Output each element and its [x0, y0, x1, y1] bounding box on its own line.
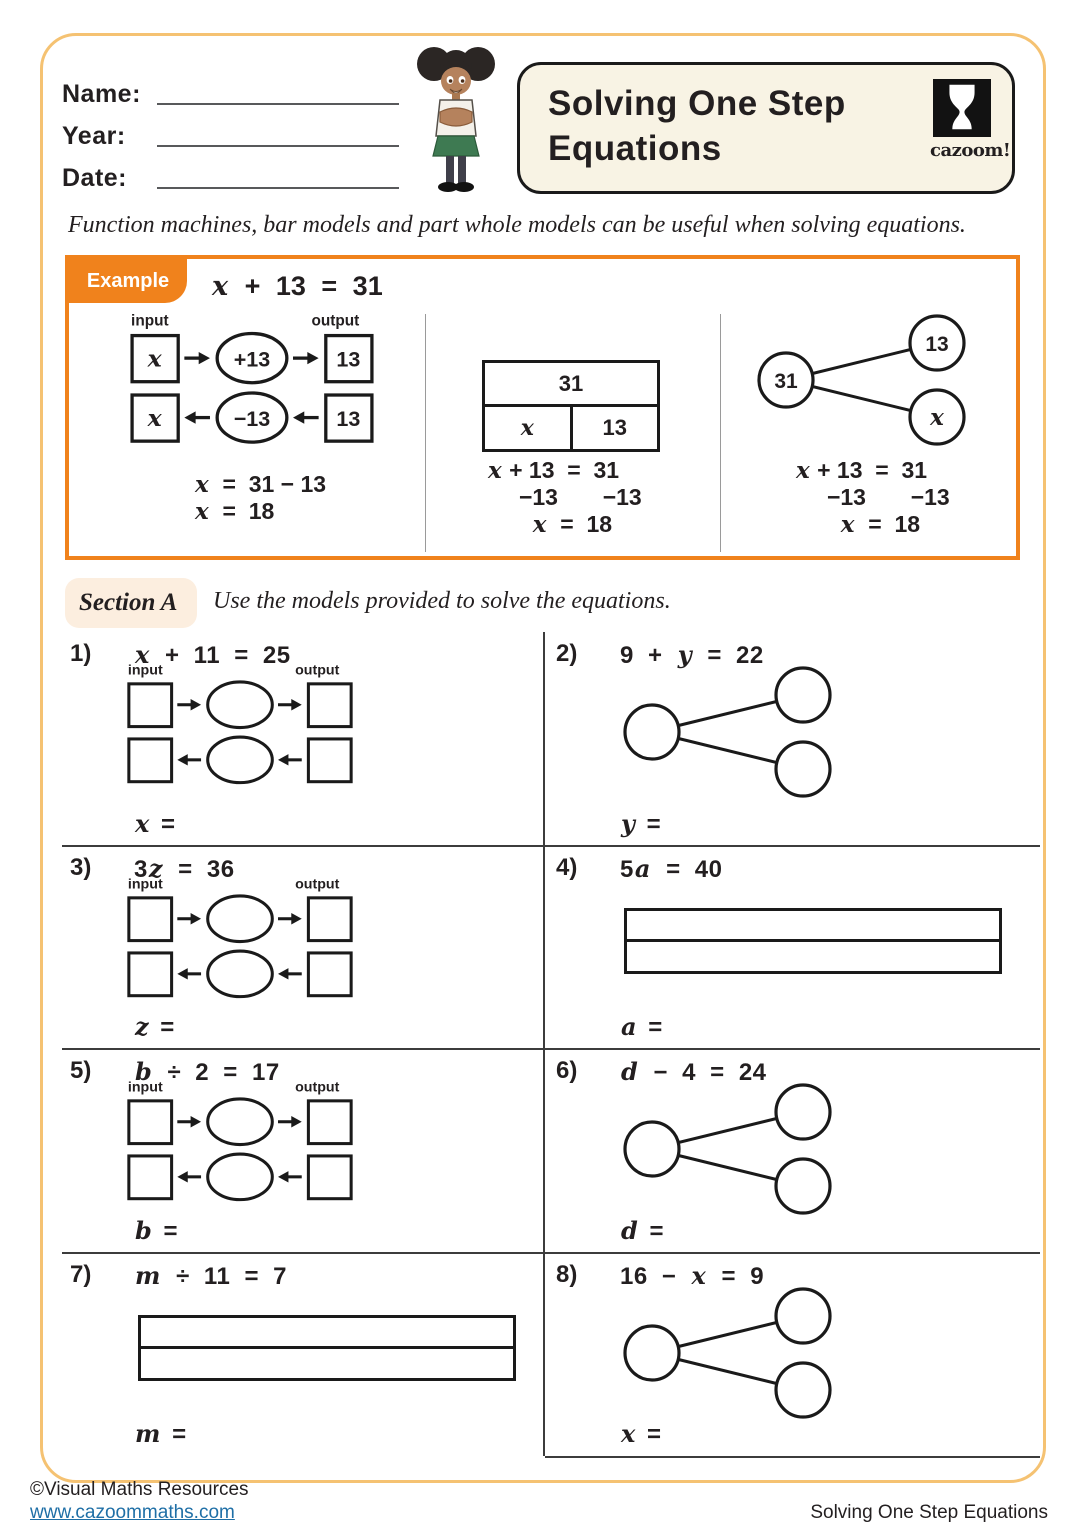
question-number: 2) — [556, 640, 578, 667]
question-number: 5) — [70, 1057, 92, 1084]
answer-prompt: b = — [135, 1216, 178, 1245]
question-equation: x + 11 = 25 — [135, 640, 291, 669]
svg-text:31: 31 — [774, 370, 798, 393]
example-bar-working: x + 13 = 31 −13 −13 x = 18 — [487, 457, 642, 538]
svg-text:output: output — [295, 876, 340, 893]
question-equation: m ÷ 11 = 7 — [135, 1261, 287, 1290]
question-equation: b ÷ 2 = 17 — [135, 1057, 280, 1086]
date-label: Date: — [62, 164, 128, 192]
footer-credit: ©Visual Maths Resources — [30, 1479, 249, 1500]
intro-text: Function machines, bar models and part whole models can be useful when solving equations. — [68, 212, 966, 238]
answer-prompt: x = — [135, 809, 175, 838]
example-part-whole-working: x + 13 = 31 −13 −13 x = 18 — [795, 457, 950, 538]
example-divider-2 — [720, 314, 721, 552]
answer-prompt: z = — [135, 1012, 175, 1041]
footer-website-link[interactable]: www.cazoommaths.com — [30, 1502, 235, 1523]
svg-text:input: input — [131, 312, 169, 330]
part-whole-model — [622, 1287, 834, 1424]
svg-text:13: 13 — [925, 333, 949, 356]
example-part-whole-model — [756, 314, 968, 451]
logo-wordmark: cazoom! — [930, 140, 1011, 161]
question-number: 3) — [70, 854, 92, 881]
question-cell — [548, 846, 1040, 1049]
example-machine-working: x = 31 − 13 x = 18 — [195, 471, 327, 525]
svg-text:input: input — [127, 662, 163, 679]
svg-text:−13: −13 — [233, 406, 271, 431]
bar-part-cell: 13 — [602, 415, 627, 440]
question-equation: 16 − x = 9 — [620, 1261, 765, 1290]
answer-prompt: x = — [621, 1419, 661, 1448]
function-machine — [126, 1079, 354, 1228]
example-bar-model — [482, 360, 660, 452]
bar-model — [624, 908, 1002, 974]
question-number: 1) — [70, 640, 92, 667]
bar-part-cell: x — [485, 407, 573, 449]
svg-text:output: output — [311, 312, 360, 330]
svg-text:+13: +13 — [233, 347, 271, 372]
question-number: 6) — [556, 1057, 578, 1084]
svg-text:input: input — [127, 1079, 163, 1096]
example-tab: Example — [69, 259, 187, 303]
svg-text:13: 13 — [336, 406, 361, 431]
question-cell — [548, 1253, 1040, 1456]
part-whole-model — [622, 666, 834, 803]
svg-text:x: x — [930, 404, 944, 431]
section-a-badge: Section A — [65, 578, 197, 628]
example-equation: x + 13 = 31 — [212, 271, 383, 302]
svg-text:x: x — [147, 403, 162, 432]
cazoom-logo — [930, 79, 1011, 161]
goblet-icon — [933, 79, 991, 137]
svg-text:x: x — [147, 344, 162, 373]
question-number: 8) — [556, 1261, 578, 1288]
question-cell — [62, 1049, 541, 1253]
example-function-machine — [129, 312, 375, 473]
example-divider-1 — [425, 314, 426, 552]
example-box — [65, 255, 1020, 560]
year-write-line — [157, 145, 399, 147]
bar-model — [138, 1315, 516, 1381]
answer-prompt: a = — [621, 1012, 663, 1041]
question-cell — [62, 846, 541, 1049]
function-machine — [126, 662, 354, 811]
svg-text:13: 13 — [336, 347, 361, 372]
title-box — [517, 62, 1015, 194]
question-cell — [548, 1049, 1040, 1253]
question-cell — [62, 632, 541, 846]
question-cell — [548, 632, 1040, 846]
question-equation: 5a = 40 — [620, 854, 723, 883]
function-machine — [126, 876, 354, 1025]
question-equation: d − 4 = 24 — [621, 1057, 767, 1086]
question-number: 4) — [556, 854, 578, 881]
question-equation: 9 + y = 22 — [620, 640, 764, 669]
column-divider — [543, 632, 545, 1456]
answer-prompt: m = — [135, 1419, 187, 1448]
girl-character-illustration — [410, 42, 502, 199]
bar-whole-cell: 31 — [485, 363, 657, 407]
answer-prompt: d = — [621, 1216, 664, 1245]
name-write-line — [157, 103, 399, 105]
row-divider-4 — [545, 1456, 1040, 1458]
question-cell — [62, 1253, 541, 1456]
answer-prompt: y = — [621, 809, 661, 838]
page-title: Solving One Step Equations — [548, 84, 846, 168]
svg-text:output: output — [295, 1079, 340, 1096]
question-number: 7) — [70, 1261, 92, 1288]
date-write-line — [157, 187, 399, 189]
svg-text:input: input — [127, 876, 163, 893]
question-equation: 3z = 36 — [134, 854, 235, 883]
year-label: Year: — [62, 122, 126, 150]
name-label: Name: — [62, 80, 141, 108]
part-whole-model — [622, 1083, 834, 1220]
footer-worksheet-title: Solving One Step Equations — [810, 1502, 1048, 1523]
svg-text:output: output — [295, 662, 340, 679]
section-a-instruction: Use the models provided to solve the equations. — [213, 588, 671, 614]
